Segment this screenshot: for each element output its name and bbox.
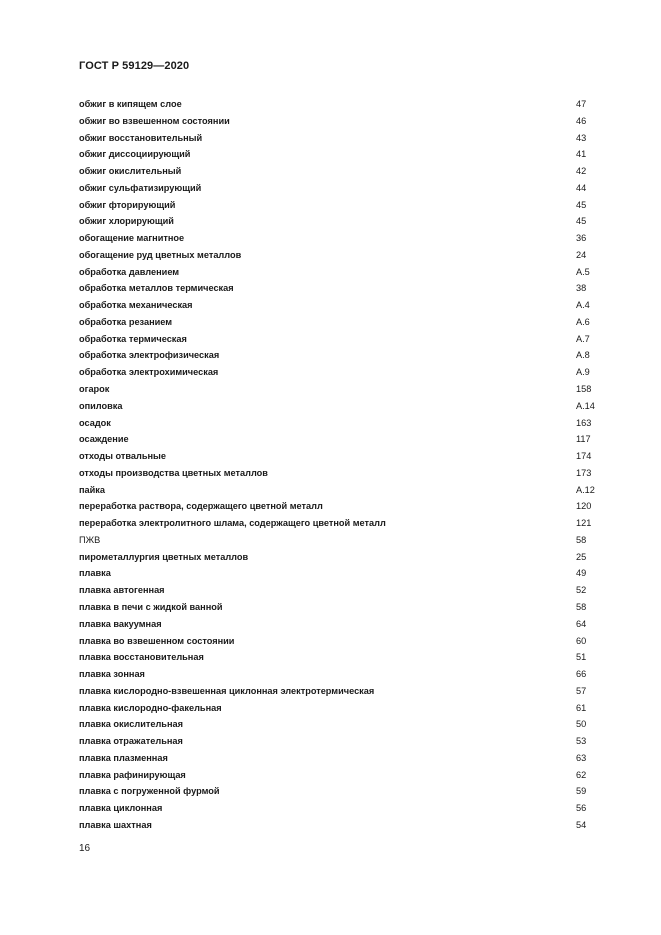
index-term: плавка кислородно-взвешенная циклонная электротермическая (79, 685, 375, 696)
index-entry (79, 113, 594, 130)
index-term: отходы отвальные (79, 451, 166, 462)
index-term: плавка отражательная (79, 736, 183, 747)
index-reference: 45 (576, 199, 587, 210)
index-term: плавка рафинирующая (79, 769, 186, 780)
index-reference: 60 (576, 635, 587, 646)
index-reference: А.6 (576, 316, 590, 327)
index-reference: А.14 (576, 400, 595, 411)
index-reference: 174 (576, 451, 592, 462)
index-entry (79, 750, 594, 767)
index-term: обжиг в кипящем слое (79, 99, 182, 109)
index-entry (79, 549, 594, 566)
index-reference: 121 (576, 518, 592, 529)
index-term: осадок (79, 417, 111, 428)
index-reference: 45 (576, 216, 587, 227)
index-term: плавка плазменная (79, 752, 168, 763)
index-reference: 49 (576, 568, 587, 579)
index-reference: 158 (576, 384, 592, 395)
index-entry (79, 398, 594, 415)
index-reference: 50 (576, 719, 587, 730)
index-term: плавка в печи с жидкой ванной (79, 601, 223, 612)
index-reference: 58 (576, 534, 587, 545)
index-entry (79, 197, 594, 214)
index-entry (79, 163, 594, 180)
index-entry (79, 783, 594, 800)
index-reference: 46 (576, 115, 587, 126)
index-reference: 24 (576, 249, 587, 260)
index-entry (79, 297, 594, 314)
index-term: пайка (79, 484, 106, 495)
index-term: плавка с погруженной фурмой (79, 786, 220, 797)
index-entry (79, 230, 594, 247)
index-entry (79, 565, 594, 582)
index-term: обжиг окислительный (79, 166, 182, 177)
index-term: обжиг сульфатизирующий (79, 182, 202, 193)
index-entry (79, 666, 594, 683)
index-entry (79, 800, 594, 817)
index-reference: 42 (576, 166, 587, 177)
index-entry (79, 700, 594, 717)
index-entry (79, 633, 594, 650)
index-reference: 52 (576, 585, 587, 596)
index-entry (79, 96, 594, 113)
index-term: плавка окислительная (79, 719, 183, 730)
index-term: плавка кислородно-факельная (79, 702, 222, 713)
index-entry (79, 465, 594, 482)
index-term: обработка механическая (79, 300, 193, 311)
index-entry (79, 448, 594, 465)
index-reference: 163 (576, 417, 592, 428)
index-reference: 173 (576, 467, 592, 478)
index-entry (79, 415, 594, 432)
index-term: огарок (79, 384, 110, 395)
index-term: переработка раствора, содержащего цветной металл (79, 501, 323, 512)
index-entry (79, 314, 594, 331)
index-term: плавка восстановительная (79, 652, 204, 663)
index-term: плавка автогенная (79, 585, 165, 596)
index-reference: 54 (576, 819, 587, 830)
index-entry (79, 683, 594, 700)
index-entry (79, 582, 594, 599)
index-reference: А.9 (576, 367, 590, 378)
index-term: опиловка (79, 400, 123, 411)
index-term: переработка электролитного шлама, содержащего цветной металл (79, 518, 386, 529)
index-reference: 43 (576, 132, 587, 143)
index-term: плавка вакуумная (79, 618, 162, 629)
index-reference: 51 (576, 652, 587, 663)
index-reference: 47 (576, 99, 587, 109)
index-term: плавка (79, 568, 111, 579)
index-entry (79, 515, 594, 532)
index-reference: А.8 (576, 350, 590, 361)
index-entry (79, 146, 594, 163)
index-term: обработка электрохимическая (79, 367, 219, 378)
index-term: отходы производства цветных металлов (79, 467, 268, 478)
index-entry (79, 649, 594, 666)
index-reference: 61 (576, 702, 587, 713)
index-reference: 120 (576, 501, 592, 512)
index-term: обжиг восстановительный (79, 132, 203, 143)
index-term: обжиг хлорирующий (79, 216, 174, 227)
index-reference: 58 (576, 601, 587, 612)
index-reference: 53 (576, 736, 587, 747)
index-term: обогащение магнитное (79, 233, 185, 244)
index-reference: А.5 (576, 266, 590, 277)
index-reference: 66 (576, 669, 587, 680)
index-reference: 57 (576, 685, 587, 696)
index-reference: 63 (576, 752, 587, 763)
index-entry (79, 280, 594, 297)
index-entry (79, 364, 594, 381)
index-term: плавка шахтная (79, 819, 152, 830)
index-term: обжиг фторирующий (79, 199, 176, 210)
index-entry (79, 733, 594, 750)
index-term: пирометаллургия цветных металлов (79, 551, 249, 562)
index-entry (79, 347, 594, 364)
index-reference: А.12 (576, 484, 595, 495)
index-term: плавка зонная (79, 669, 145, 680)
index-reference: А.4 (576, 300, 590, 311)
index-entry (79, 817, 594, 834)
index-term: осаждение (79, 434, 129, 445)
index-entry (79, 532, 594, 549)
index-entry (79, 180, 594, 197)
index-entry (79, 599, 594, 616)
index-term: плавка циклонная (79, 803, 163, 814)
index-entry (79, 431, 594, 448)
index-entry (79, 264, 594, 281)
index-entry (79, 247, 594, 264)
index-entry (79, 381, 594, 398)
index-term: обработка термическая (79, 333, 187, 344)
index-reference: 36 (576, 233, 587, 244)
index-reference: 44 (576, 182, 587, 193)
index-reference: 62 (576, 769, 587, 780)
alphabetical-index (79, 96, 594, 834)
index-term: ПЖВ (79, 534, 101, 545)
index-reference: 25 (576, 551, 587, 562)
index-entry (79, 498, 594, 515)
index-entry (79, 482, 594, 499)
index-reference: 59 (576, 786, 587, 797)
page-number: 16 (79, 843, 91, 854)
index-term: обработка давлением (79, 266, 180, 277)
index-term: обработка электрофизическая (79, 350, 220, 361)
index-term: обработка металлов термическая (79, 283, 234, 294)
document-header: ГОСТ Р 59129—2020 (79, 60, 190, 72)
index-reference: 38 (576, 283, 587, 294)
index-term: обработка резанием (79, 316, 173, 327)
index-entry (79, 130, 594, 147)
index-entry (79, 767, 594, 784)
index-reference: 64 (576, 618, 587, 629)
index-reference: 56 (576, 803, 587, 814)
index-entry (79, 616, 594, 633)
index-entry (79, 716, 594, 733)
index-reference: А.7 (576, 333, 590, 344)
index-reference: 41 (576, 149, 587, 160)
index-reference: 117 (576, 434, 591, 445)
index-term: обогащение руд цветных металлов (79, 249, 242, 260)
index-entry (79, 331, 594, 348)
index-term: плавка во взвешенном состоянии (79, 635, 235, 646)
index-term: обжиг во взвешенном состоянии (79, 115, 230, 126)
index-entry (79, 213, 594, 230)
index-term: обжиг диссоциирующий (79, 149, 191, 160)
